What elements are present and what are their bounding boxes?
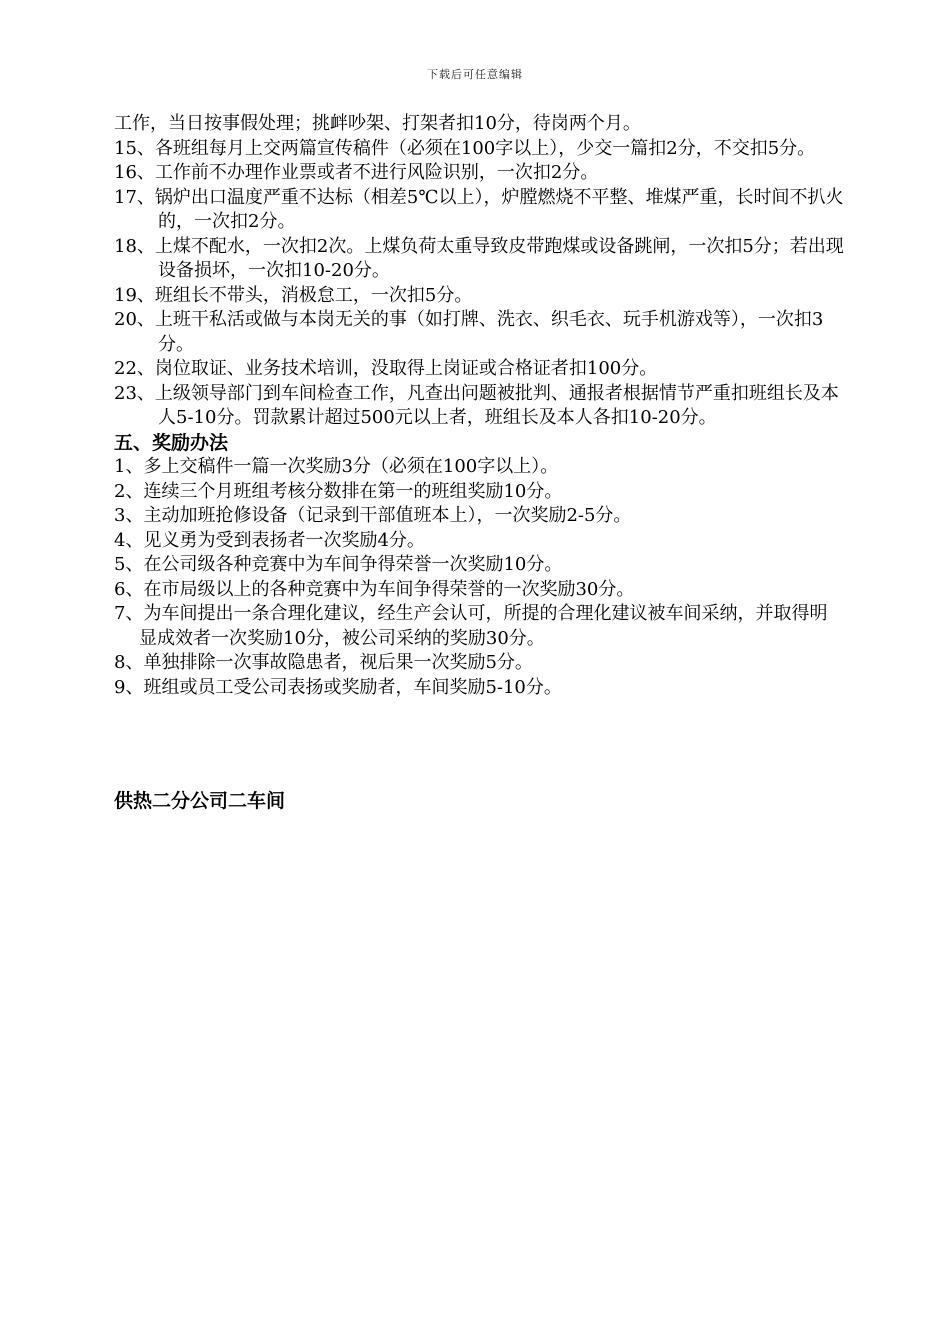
continuation-paragraph: 工作，当日按事假处理；挑衅吵架、打架者扣10分，待岗两个月。: [114, 113, 641, 134]
reward-item-4: 4、见义勇为受到表扬者一次奖励4分。: [114, 529, 425, 551]
document-body: [114, 112, 844, 700]
reward-item-7: 7、为车间提出一条合理化建议，经生产会认可，所提的合理化建议被车间采纳，并取得明显成效者一次奖励10分，被公司采纳的奖励30分。: [114, 603, 828, 649]
penalty-item-22: 22、岗位取证、业务技术培训，没取得上岗证或合格证者扣100分。: [114, 358, 658, 379]
reward-item-2: 2、连续三个月班组考核分数排在第一的班组奖励10分。: [114, 480, 563, 502]
reward-item-3: 3、主动加班抢修设备（记录到干部值班本上），一次奖励2-5分。: [114, 505, 632, 526]
reward-item-8: 8、单独排除一次事故隐患者，视后果一次奖励5分。: [114, 652, 533, 673]
reward-item-1: 1、多上交稿件一篇一次奖励3分（必须在100字以上）。: [114, 456, 559, 477]
penalty-item-19: 19、班组长不带头，消极怠工，一次扣5分。: [114, 284, 473, 306]
reward-section-heading: 五、奖励办法: [114, 431, 229, 454]
organization-signature: 供热二分公司二车间: [114, 790, 286, 812]
penalty-item-17: 17、锅炉出口温度严重不达标（相差5℃以上），炉膛燃烧不平整、堆煤严重，长时间不扒火的，一次扣2分。: [114, 186, 844, 232]
penalty-item-20: 20、上班干私活或做与本岗无关的事（如打牌、洗衣、织毛衣、玩手机游戏等），一次扣3分。: [114, 309, 824, 355]
header-note: 下载后可任意编辑: [427, 68, 523, 81]
reward-item-9: 9、班组或员工受公司表扬或奖励者，车间奖励5-10分。: [114, 676, 562, 698]
penalty-item-16: 16、工作前不办理作业票或者不进行风险识别，一次扣2分。: [114, 162, 599, 183]
penalty-item-18: 18、上煤不配水，一次扣2次。上煤负荷太重导致皮带跑煤或设备跳闸，一次扣5分；若出现设备损坏，一次扣10-20分。: [114, 235, 844, 281]
penalty-item-23: 23、上级领导部门到车间检查工作，凡查出问题被批判、通报者根据情节严重扣班组长及本人5-10分。罚款累计超过500元以上者，班组长及本人各扣10-20分。: [114, 382, 839, 428]
reward-item-5: 5、在公司级各种竞赛中为车间争得荣誉一次奖励10分。: [114, 554, 563, 575]
reward-item-6: 6、在市局级以上的各种竞赛中为车间争得荣誉的一次奖励30分。: [114, 578, 635, 600]
penalty-item-15: 15、各班组每月上交两篇宣传稿件（必须在100字以上），少交一篇扣2分，不交扣5分。: [114, 137, 816, 159]
